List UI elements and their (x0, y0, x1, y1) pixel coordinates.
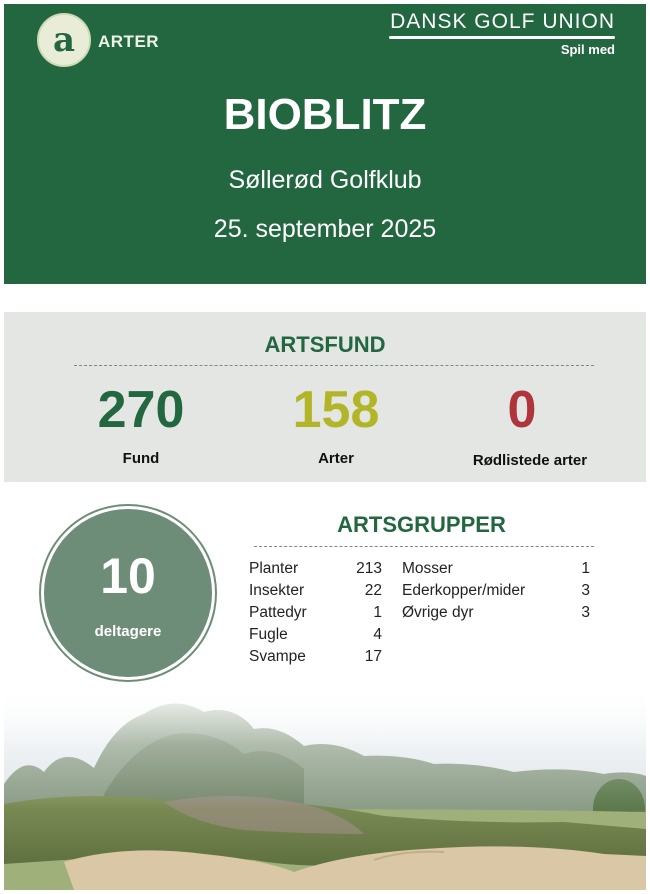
dgu-tagline: Spil med (560, 42, 615, 57)
group-name: Pattedyr (249, 604, 307, 621)
redlist-count: 0 (507, 381, 537, 439)
list-item (249, 624, 382, 646)
group-count: 4 (373, 626, 382, 643)
list-item (402, 558, 590, 580)
artsgrupper-right-list (402, 558, 592, 628)
redlist-label: Rødlistede arter (472, 452, 588, 469)
artsgrupper-divider (254, 546, 594, 547)
group-name: Fugle (249, 626, 288, 643)
participants-label: deltagere (94, 623, 162, 640)
event-date: 25. september 2025 (213, 215, 437, 243)
group-name: Planter (249, 560, 299, 577)
list-item (249, 602, 382, 624)
dgu-name: DANSK GOLF UNION (390, 10, 615, 33)
fund-count: 270 (97, 381, 185, 439)
group-name: Svampe (249, 648, 306, 665)
list-item (249, 580, 382, 602)
bioblitz-poster (4, 4, 646, 890)
group-count: 17 (364, 648, 382, 665)
participants-count: 10 (100, 548, 156, 604)
dgu-underline (389, 36, 615, 39)
group-name: Mosser (402, 560, 453, 577)
group-name: Ederkopper/mider (402, 582, 526, 599)
list-item (402, 580, 590, 602)
artsfund-title: ARTSFUND (264, 332, 386, 357)
group-name: Øvrige dyr (402, 604, 474, 621)
group-count: 1 (373, 604, 382, 621)
artsgrupper-title: ARTSGRUPPER (337, 512, 506, 537)
arter-logo-letter: a (52, 20, 76, 60)
group-count: 3 (581, 582, 590, 599)
participants-badge (41, 506, 215, 680)
artsgrupper-left-list (249, 558, 389, 674)
arter-label: Arter (318, 450, 354, 467)
header-banner (4, 4, 646, 284)
group-count: 22 (364, 582, 382, 599)
list-item (249, 646, 382, 668)
page-title: BIOBLITZ (223, 90, 427, 139)
artsfund-divider (74, 365, 594, 366)
arter-logo-text: ARTER (98, 32, 160, 51)
club-name: Søllerød Golfklub (228, 166, 422, 194)
arter-count: 158 (292, 381, 380, 439)
group-count: 3 (581, 604, 590, 621)
fund-label: Fund (122, 450, 160, 467)
golf-course-landscape-image (4, 684, 646, 890)
artsfund-section (4, 312, 646, 482)
group-name: Insekter (249, 582, 305, 599)
group-count: 1 (581, 560, 590, 577)
arter-logo-icon (37, 13, 91, 67)
dgu-logo (389, 10, 615, 57)
list-item (402, 602, 590, 624)
list-item (249, 558, 382, 580)
group-count: 213 (356, 560, 382, 577)
